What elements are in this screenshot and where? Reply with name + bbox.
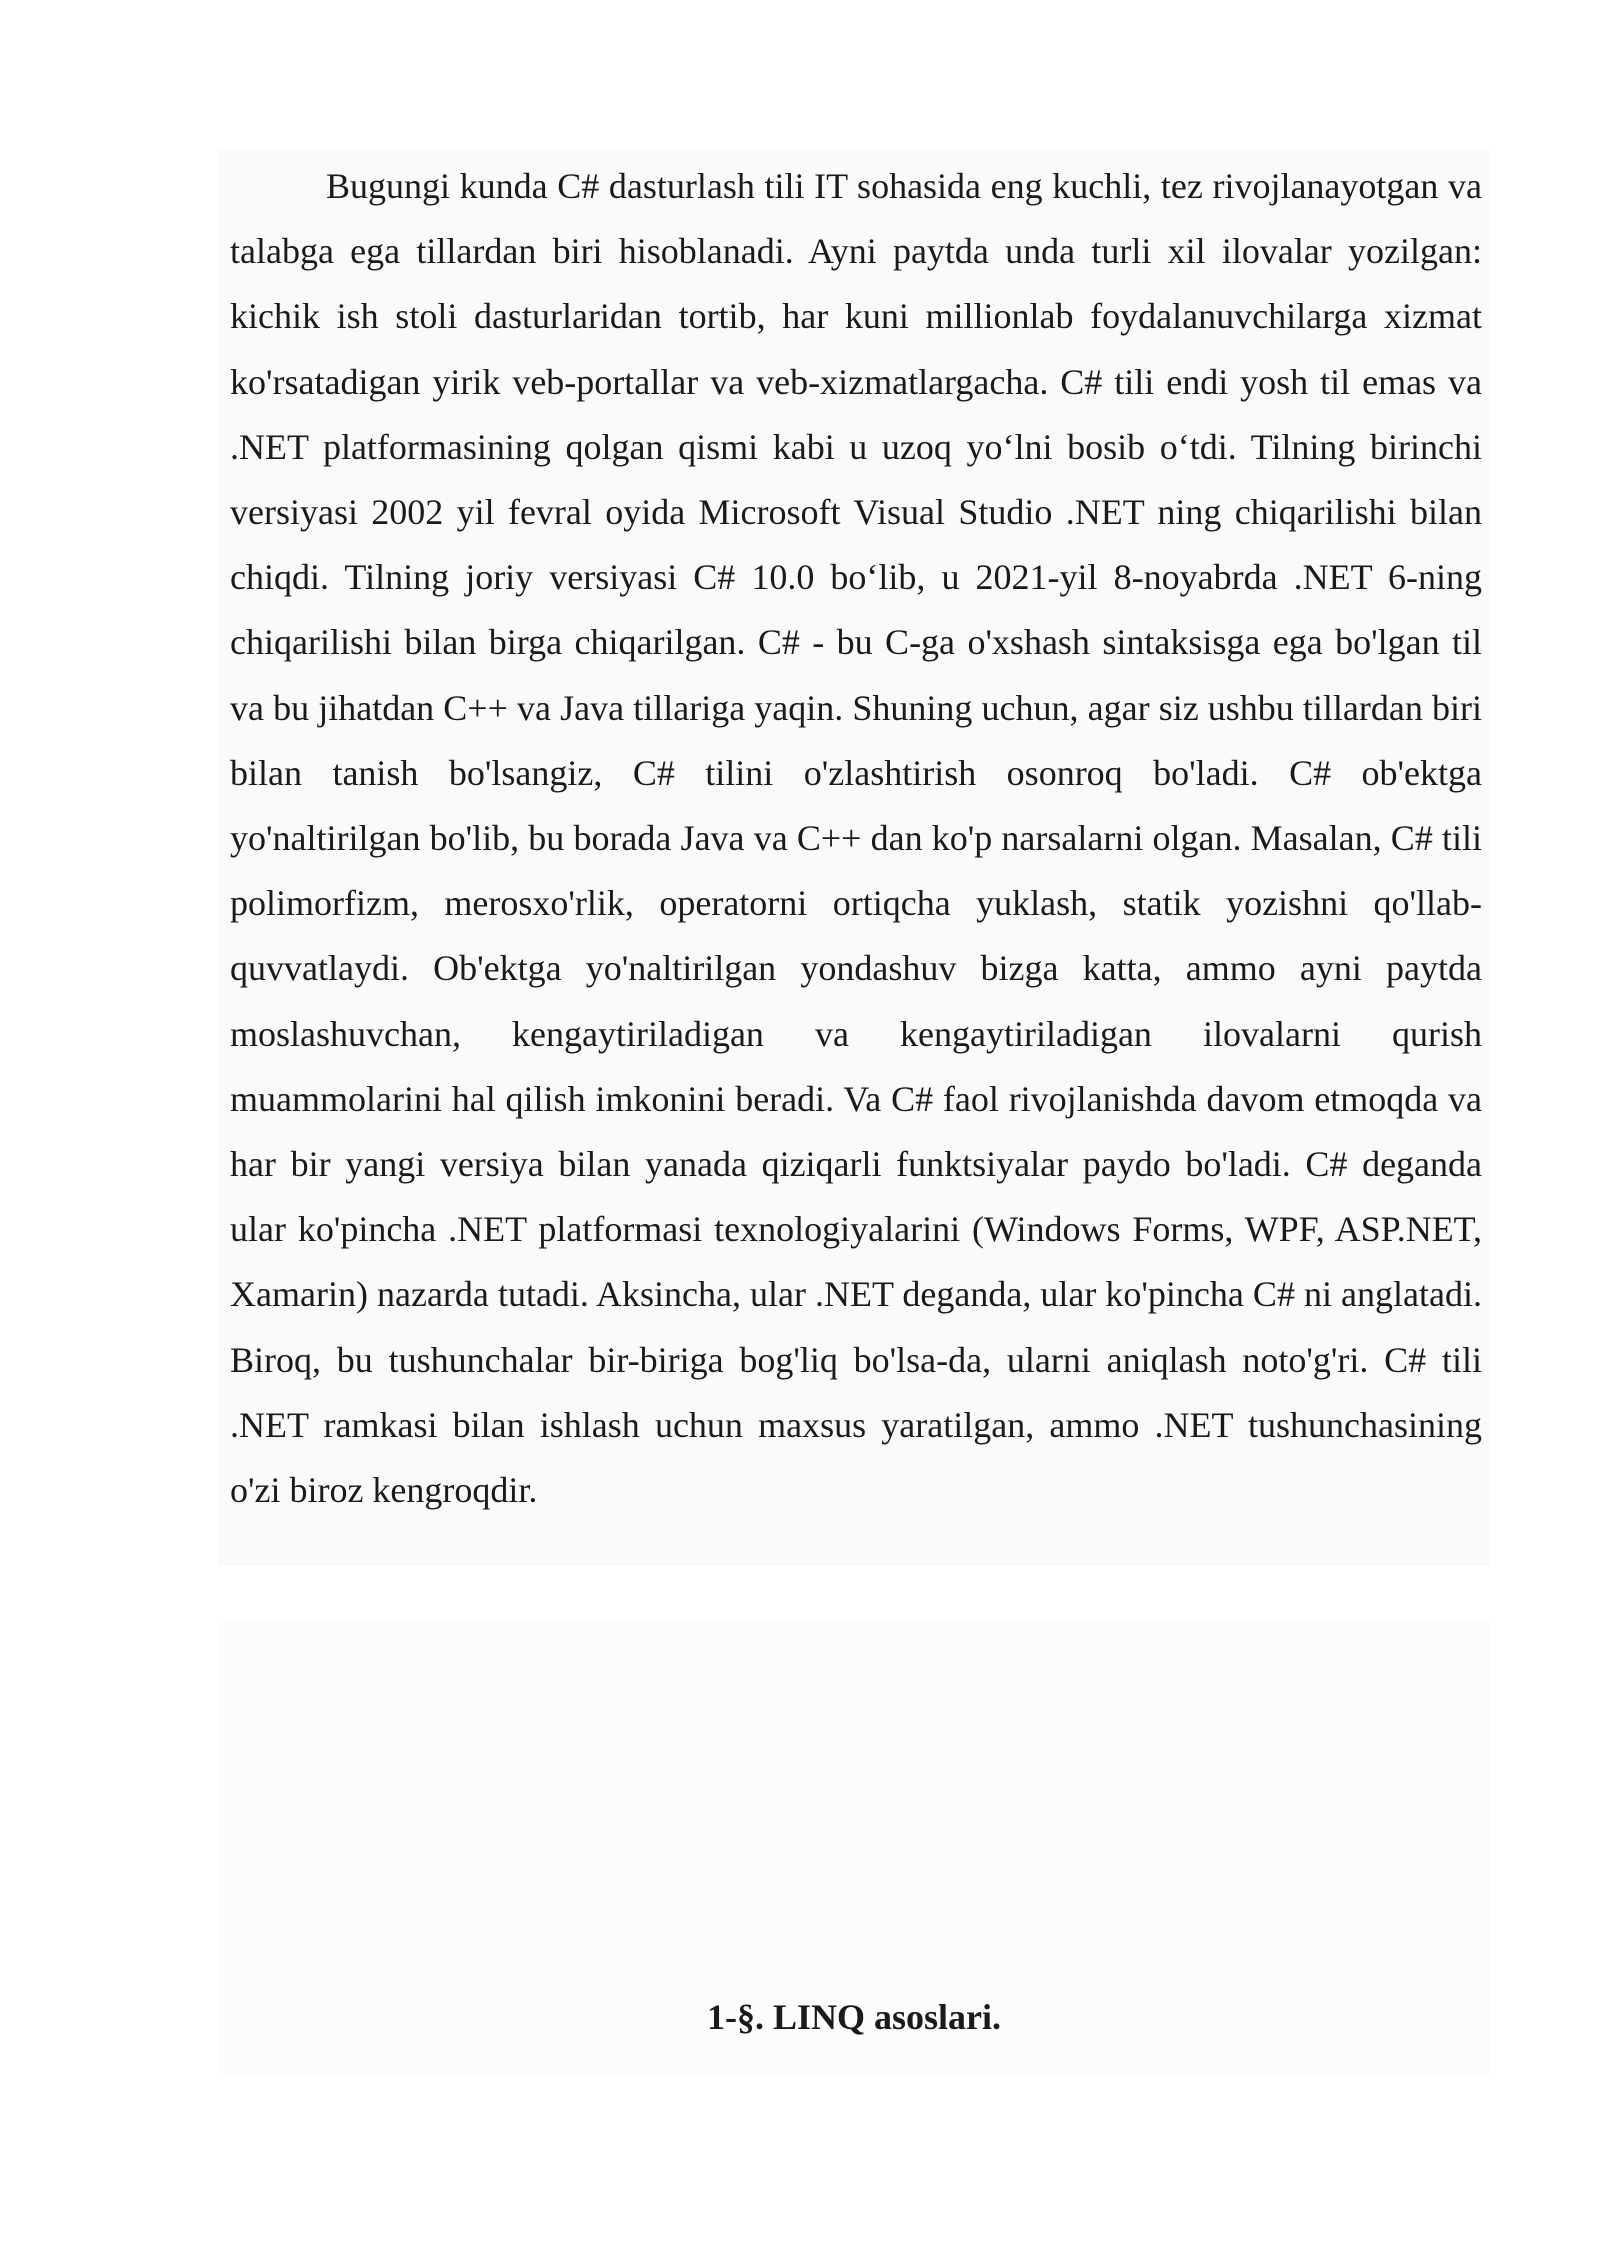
heading-block [218,1622,1490,2074]
section-heading: 1-§. LINQ asoslari. [706,1997,1001,2037]
body-text-block [218,150,1490,1566]
body-paragraph: Bugungi kunda C# dasturlash tili IT sohasida eng kuchli, tez rivojlanayotgan va talabga ega tillardan biri hisoblanadi. Ayni paytda unda turli xil ilovalar yozilgan: kichik ish stoli dasturlaridan tortib, har kuni millionlab foydalanuvchilarga xizmat ko'rsatadigan yirik veb-portallar va veb-xizmatlargacha. C# tili endi yosh til emas va .NET platformasining qolgan qismi kabi u uzoq yo‘lni bosib o‘tdi. Tilning birinchi versiyasi 2002 yil fevral oyida Microsoft Visual Studio .NET ning chiqarilishi bilan chiqdi. Tilning joriy versiyasi C# 10.0 bo‘lib, u 2021-yil 8-noyabrda .NET 6-ning chiqarilishi bilan birga chiqarilgan. C# - bu C-ga o'xshash sintaksisga ega bo'lgan til va bu jihatdan C++ va Java tillariga yaqin. Shuning uchun, agar siz ushbu tillardan biri bilan tanish bo'lsangiz, C# tilini o'zlashtirish osonroq bo'ladi. C# ob'ektga yo'naltirilgan bo'lib, bu borada Java va C++ dan ko'p narsalarni olgan. Masalan, C# tili polimorfizm, merosxo'rlik, operatorni ortiqcha yuklash, statik yozishni qo'llab-quvvatlaydi. Ob'ektga yo'naltirilgan yondashuv bizga katta, ammo ayni paytda moslashuvchan, kengaytiriladigan va kengaytiriladigan ilovalarni qurish muammolarini hal qilish imkonini beradi. Va C# faol rivojlanishda davom etmoqda va har bir yangi versiya bilan yanada qiziqarli funktsiyalar paydo bo'ladi. C# deganda ular ko'pincha .NET platformasi texnologiyalarini (Windows Forms, WPF, ASP.NET, Xamarin) nazarda tutadi. Aksincha, ular .NET deganda, ular ko'pincha C# ni anglatadi. Biroq, bu tushunchalar bir-biriga bog'liq bo'lsa-da, ularni aniqlash noto'g'ri. C# tili .NET ramkasi bilan ishlash uchun maxsus yaratilgan, ammo .NET tushunchasining o'zi biroz kengroqdir. [230,166,1482,1511]
